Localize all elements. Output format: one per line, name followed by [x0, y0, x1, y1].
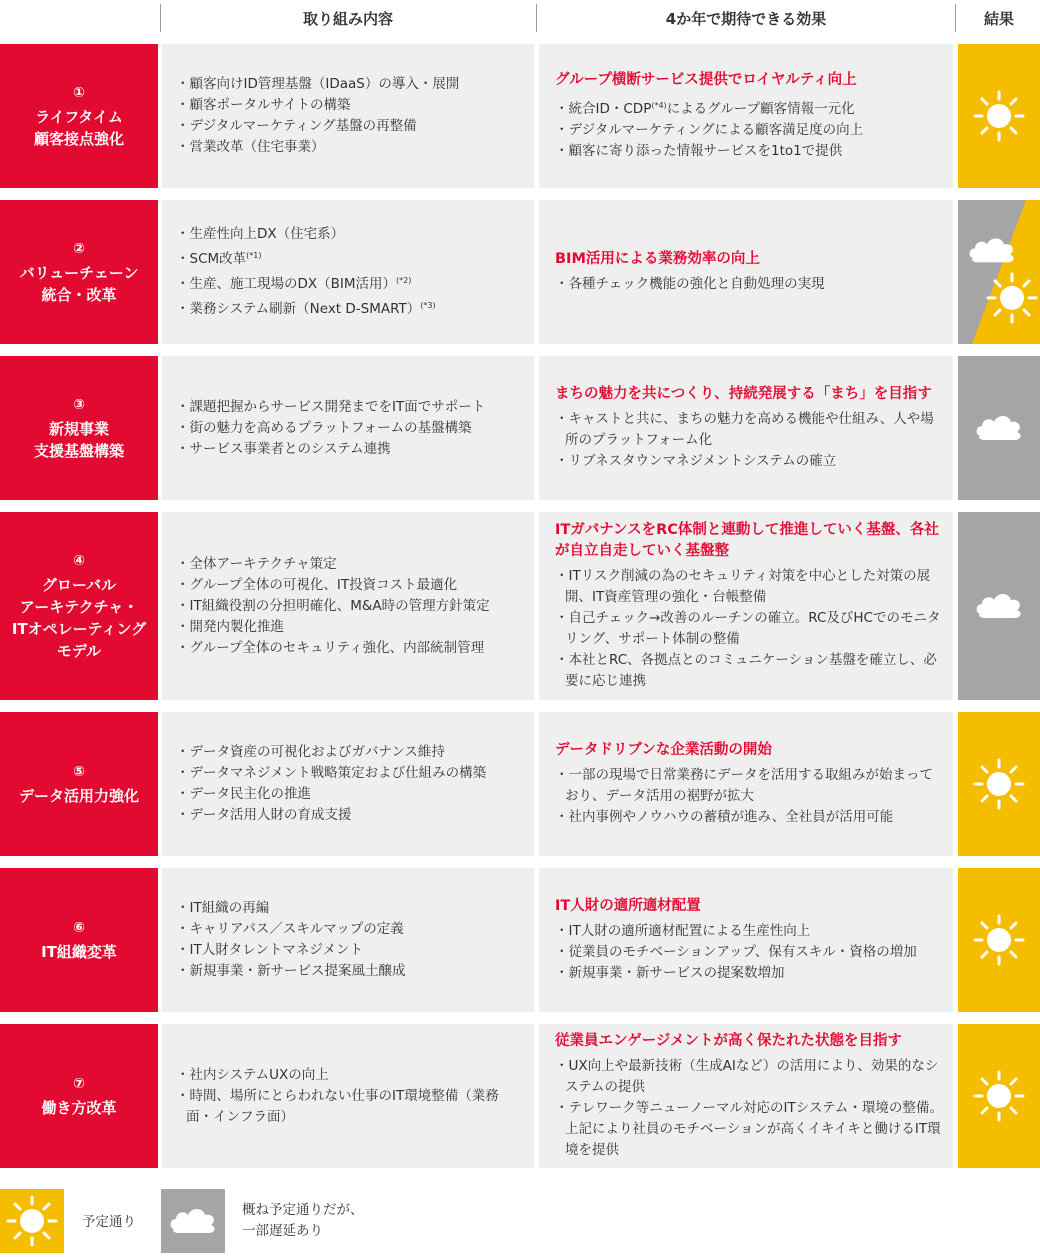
theme-label: ITオペレーティング	[11, 620, 147, 638]
action-item: ・街の魅力を高めるプラットフォームの基盤構築	[176, 419, 472, 436]
effect-title: まちの魅力を共につくり、持続発展する「まち」を目指す	[555, 386, 932, 402]
effect-item: ・自己チェック→改善のルーチンの確立。RC及びHCでのモニタリング、サポート体制の整備	[555, 610, 941, 647]
result-cell	[958, 356, 1040, 500]
theme-label: 新規事業	[48, 420, 109, 438]
theme-cell	[0, 200, 158, 344]
effects-cell	[539, 44, 953, 188]
action-item: ・新規事業・新サービス提案風土醸成	[176, 963, 406, 979]
sun-icon	[988, 274, 1036, 322]
action-item: ・IT組織役割の分担明確化、M&A時の管理方針策定	[176, 597, 490, 614]
action-item: ・SCM改革$^{(*1)}$	[176, 251, 262, 267]
effects-cell	[539, 868, 953, 1012]
sun-icon	[975, 760, 1023, 808]
header-divider	[536, 4, 537, 32]
theme-number: ⑤	[73, 764, 85, 780]
header-actions: 取り組み内容	[302, 9, 393, 28]
theme-label: 働き方改革	[41, 1099, 117, 1117]
action-item: ・IT人財タレントマネジメント	[176, 942, 363, 958]
legend-cloud-label-1: 概ね予定通りだが、	[242, 1202, 364, 1218]
effects-cell	[539, 356, 953, 500]
action-item: ・顧客向けID管理基盤（IDaaS）の導入・展開	[176, 76, 460, 92]
table-row	[0, 1024, 1040, 1168]
action-item: ・時間、場所にとらわれない仕事のIT環境整備（業務面・インフラ面）	[176, 1087, 499, 1125]
theme-label: データ活用力強化	[18, 787, 139, 805]
theme-number: ⑦	[73, 1076, 85, 1092]
cloud-icon	[970, 238, 1014, 262]
action-item: ・デジタルマーケティング基盤の再整備	[176, 118, 417, 134]
effects-cell	[539, 512, 953, 700]
action-item: ・IT組織の再編	[176, 900, 270, 916]
action-item: ・サービス事業者とのシステム連携	[176, 440, 391, 457]
theme-cell	[0, 44, 158, 188]
theme-cell	[0, 712, 158, 856]
header-result: 結果	[983, 9, 1014, 28]
legend-sun-label: 予定通り	[82, 1214, 136, 1230]
result-cell	[958, 512, 1040, 700]
table-row	[0, 712, 1040, 856]
cloud-icon	[977, 594, 1021, 618]
action-item: ・データ資産の可視化およびガバナンス維持	[176, 744, 445, 760]
actions-cell	[162, 712, 534, 856]
effects-cell	[539, 712, 953, 856]
effects-cell	[539, 200, 953, 344]
sun-icon	[975, 1072, 1023, 1120]
action-item: ・営業改革（住宅事業）	[176, 139, 325, 155]
table-row	[0, 356, 1040, 500]
effect-item: ・顧客に寄り添った情報サービスを1to1で提供	[555, 143, 843, 159]
legend-cloud-swatch	[161, 1189, 225, 1253]
effect-item: ・ITリスク削減の為のセキュリティ対策を中心とした対策の展開、IT資産管理の強化・台帳整備	[555, 568, 931, 605]
action-item: ・データ活用人財の育成支援	[176, 807, 352, 823]
theme-cell	[0, 356, 158, 500]
result-cell	[958, 200, 1040, 344]
effect-item: ・統合ID・$CDP^{(*4)}$によるグループ顧客情報一元化	[555, 101, 855, 117]
theme-label: ライフタイム	[35, 108, 123, 126]
action-item: ・生産、施工現場のDX（BIM活用）$^{(*2)}$	[176, 276, 412, 292]
theme-number: ③	[73, 397, 85, 413]
header-effects: 4か年で期待できる効果	[665, 9, 827, 28]
legend-sun-swatch	[0, 1189, 64, 1253]
actions-cell	[162, 512, 534, 700]
theme-label: グローバル	[41, 576, 117, 594]
effect-item: ・本社とRC、各拠点とのコミュニケーション基盤を確立し、必要に応じ連携	[555, 652, 937, 689]
actions-cell	[162, 868, 534, 1012]
action-item: ・社内システムUXの向上	[176, 1066, 329, 1083]
effect-item: ・社内事例やノウハウの蓄積が進み、全社員が活用可能	[555, 809, 894, 825]
table-row	[0, 868, 1040, 1012]
theme-number: ⑥	[73, 920, 85, 936]
theme-label: IT組織変革	[41, 943, 117, 961]
actions-cell	[162, 1024, 534, 1168]
actions-cell	[162, 200, 534, 344]
effect-item: ・デジタルマーケティングによる顧客満足度の向上	[555, 122, 864, 138]
effect-item: ・テレワーク等ニューノーマル対応のITシステム・環境の整備。上記により社員のモチベーションが高くイキイキと働けるIT環境を提供	[555, 1100, 943, 1158]
effects-cell	[539, 1024, 953, 1168]
effect-title: 従業員エンゲージメントが高く保たれた状態を目指す	[555, 1033, 902, 1049]
cloud-icon	[977, 416, 1021, 440]
action-item: ・開発内製化推進	[176, 618, 284, 635]
theme-label: 統合・改革	[41, 286, 117, 304]
action-item: ・グループ全体のセキュリティ強化、内部統制管理	[176, 639, 485, 656]
effect-title: データドリブンな企業活動の開始	[555, 742, 772, 758]
theme-label: バリューチェーン	[19, 264, 139, 282]
effect-item: ・各種チェック機能の強化と自動処理の実現	[555, 276, 825, 292]
result-cell	[958, 712, 1040, 856]
effect-title: BIM活用による業務効率の向上	[555, 251, 760, 267]
sun-icon	[975, 92, 1023, 140]
action-item: ・キャリアパス／スキルマップの定義	[176, 921, 404, 937]
table-row	[0, 200, 1040, 344]
table-row	[0, 44, 1040, 188]
theme-cell	[0, 868, 158, 1012]
result-cell	[958, 44, 1040, 188]
action-item: ・全体アーキテクチャ策定	[176, 555, 337, 572]
action-item: ・業務システム刷新（Next D-SMART）$^{(*3)}$	[176, 301, 436, 317]
effect-title: グループ横断サービス提供でロイヤルティ向上	[555, 72, 857, 88]
header-divider	[160, 4, 161, 32]
theme-number: ②	[73, 241, 85, 257]
sun-icon	[975, 916, 1023, 964]
actions-cell	[162, 356, 534, 500]
theme-label: 支援基盤構築	[33, 442, 124, 460]
action-item: ・データ民主化の推進	[176, 786, 311, 802]
effect-item: ・リブネスタウンマネジメントシステムの確立	[555, 453, 837, 469]
effect-title: IT人財の適所適材配置	[555, 898, 701, 914]
theme-cell	[0, 512, 158, 700]
table-row	[0, 512, 1040, 700]
theme-number: ①	[73, 85, 85, 101]
result-cell	[958, 1024, 1040, 1168]
effect-item: ・新規事業・新サービスの提案数増加	[555, 965, 785, 981]
legend-cloud-label-2: 一部遅延あり	[242, 1223, 323, 1239]
theme-number: ④	[73, 553, 85, 569]
sun-icon	[0, 1189, 64, 1253]
effect-item: ・キャストと共に、まちの魅力を高める機能や仕組み、人や場所のプラットフォーム化	[555, 411, 934, 448]
theme-label: モデル	[56, 642, 102, 660]
effect-item: ・一部の現場で日常業務にデータを活用する取組みが始まっており、データ活用の裾野が拡大	[555, 767, 933, 804]
result-cell	[958, 868, 1040, 1012]
action-item: ・データマネジメント戦略策定および仕組みの構築	[176, 765, 487, 781]
cloud-icon	[161, 1189, 225, 1253]
theme-label: アーキテクチャ・	[19, 598, 139, 616]
action-item: ・顧客ポータルサイトの構築	[176, 97, 351, 113]
header-divider	[955, 4, 956, 32]
effect-item: ・IT人財の適所適材配置による生産性向上	[555, 923, 811, 939]
action-item: ・グループ全体の可視化、IT投資コスト最適化	[176, 576, 458, 593]
effect-item: ・従業員のモチベーションアップ、保有スキル・資格の増加	[555, 944, 917, 960]
effect-item: ・UX向上や最新技術（生成AIなど）の活用により、効果的なシステムの提供	[555, 1058, 939, 1095]
action-item: ・生産性向上DX（住宅系）	[176, 226, 345, 242]
effect-title: ITガバナンスをRC体制と連動して推進していく基盤、各社が自立自走していく基盤整	[555, 522, 939, 559]
theme-cell	[0, 1024, 158, 1168]
action-item: ・課題把握からサービス開発までをIT面でサポート	[176, 398, 486, 415]
actions-cell	[162, 44, 534, 188]
theme-label: 顧客接点強化	[33, 130, 124, 148]
